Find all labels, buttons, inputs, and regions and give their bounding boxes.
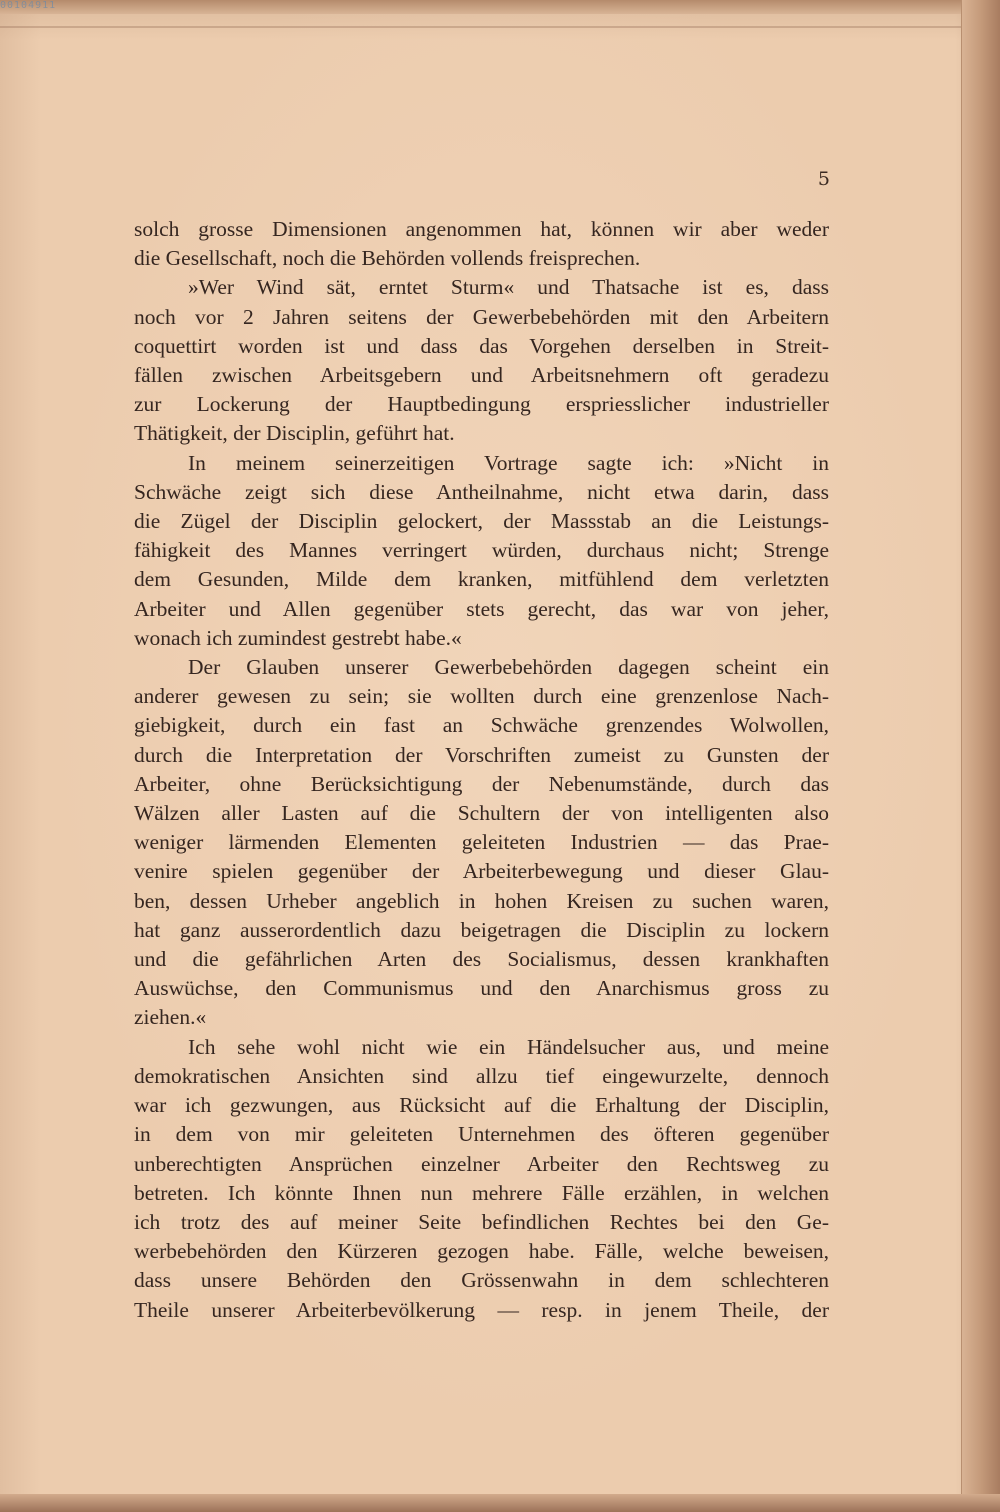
paragraph [134,449,829,653]
text-line: ziehen.« [134,1005,207,1030]
page-top-edge [0,0,1000,14]
archive-stamp: 00104911 [0,0,57,11]
text-line: zur Lockerung der Hauptbedingung erspriesslicher industrieller [134,392,829,417]
text-line: solch grosse Dimensionen angenommen hat, können wir aber weder [134,217,829,241]
text-line: wonach ich zumindest gestrebt habe.« [134,625,462,650]
text-line: »Wer Wind sät, erntet Sturm« und Thatsache ist es, dass [188,275,829,300]
text-line: giebigkeit, durch ein fast an Schwäche grenzendes Wolwollen, [134,713,829,738]
text-line: Der Glauben unserer Gewerbebehörden dagegen scheint ein [188,655,829,680]
text-line: coquettirt worden ist und dass das Vorgehen derselben in Streit- [134,333,829,358]
page-fold-line [0,26,962,28]
text-line: dem Gesunden, Milde dem kranken, mitfühlend dem verletzten [134,567,829,592]
text-line: und die gefährlichen Arten des Socialismus, dessen krankhaften [134,947,829,972]
text-line: unberechtigten Ansprüchen einzelner Arbeiter den Rechtsweg zu [134,1151,829,1176]
page-number: 5 [817,168,830,190]
text-line: hat ganz ausserordentlich dazu beigetragen die Disciplin zu lockern [134,917,829,942]
text-line: In meinem seinerzeitigen Vortrage sagte ich: »Nicht in [188,450,829,475]
text-line: die Gesellschaft, noch die Behörden vollends freisprechen. [134,246,641,271]
text-line: ben, dessen Urheber angeblich in hohen Kreisen zu suchen waren, [134,888,829,913]
text-line: werbebehörden den Kürzeren gezogen habe. Fälle, welche beweisen, [134,1239,829,1264]
text-line: ich trotz des auf meiner Seite befindlichen Rechtes bei den Ge- [134,1209,829,1234]
page-right-edge [961,0,1000,1512]
text-line: Arbeiter und Allen gegenüber stets gerecht, das war von jeher, [134,596,829,621]
text-line: venire spielen gegenüber der Arbeiterbewegung und dieser Glau- [134,859,829,884]
text-line: anderer gewesen zu sein; sie wollten durch eine grenzenlose Nach- [134,684,829,709]
paragraph [134,215,829,273]
text-line: Schwäche zeigt sich diese Antheilnahme, nicht etwa darin, dass [134,479,829,504]
page-bottom-edge [0,1494,1000,1512]
text-line: durch die Interpretation der Vorschriften zumeist zu Gunsten der [134,742,829,767]
paragraph [134,653,829,1033]
text-line: war ich gezwungen, aus Rücksicht auf die Erhaltung der Disciplin, [134,1093,829,1118]
text-line: fällen zwischen Arbeitsgebern und Arbeitsnehmern oft geradezu [134,363,829,388]
text-line: noch vor 2 Jahren seitens der Gewerbebehörden mit den Arbeitern [134,304,829,329]
text-line: Auswüchse, den Communismus und den Anarchismus gross zu [134,976,829,1001]
text-line: Thätigkeit, der Disciplin, geführt hat. [134,421,455,446]
text-line: die Zügel der Disciplin gelockert, der Massstab an die Leistungs- [134,509,829,534]
paragraph [134,273,829,448]
text-line: Arbeiter, ohne Berücksichtigung der Nebenumstände, durch das [134,771,829,796]
text-line: in dem von mir geleiteten Unternehmen des öfteren gegenüber [134,1122,829,1147]
text-line: dass unsere Behörden den Grössenwahn in dem schlechteren [134,1268,829,1293]
text-line: Ich sehe wohl nicht wie ein Händelsucher aus, und meine [188,1034,829,1059]
body-text [134,215,829,1325]
text-line: Theile unserer Arbeiterbevölkerung — resp. in jenem Theile, der [134,1297,829,1322]
paragraph [134,1033,829,1325]
text-line: Wälzen aller Lasten auf die Schultern der von intelligenten also [134,801,829,826]
text-line: fähigkeit des Mannes verringert würden, durchaus nicht; Strenge [134,538,829,563]
text-line: demokratischen Ansichten sind allzu tief eingewurzelte, dennoch [134,1063,829,1088]
text-line: betreten. Ich könnte Ihnen nun mehrere Fälle erzählen, in welchen [134,1180,829,1205]
text-line: weniger lärmenden Elementen geleiteten Industrien — das Prae- [134,830,829,855]
